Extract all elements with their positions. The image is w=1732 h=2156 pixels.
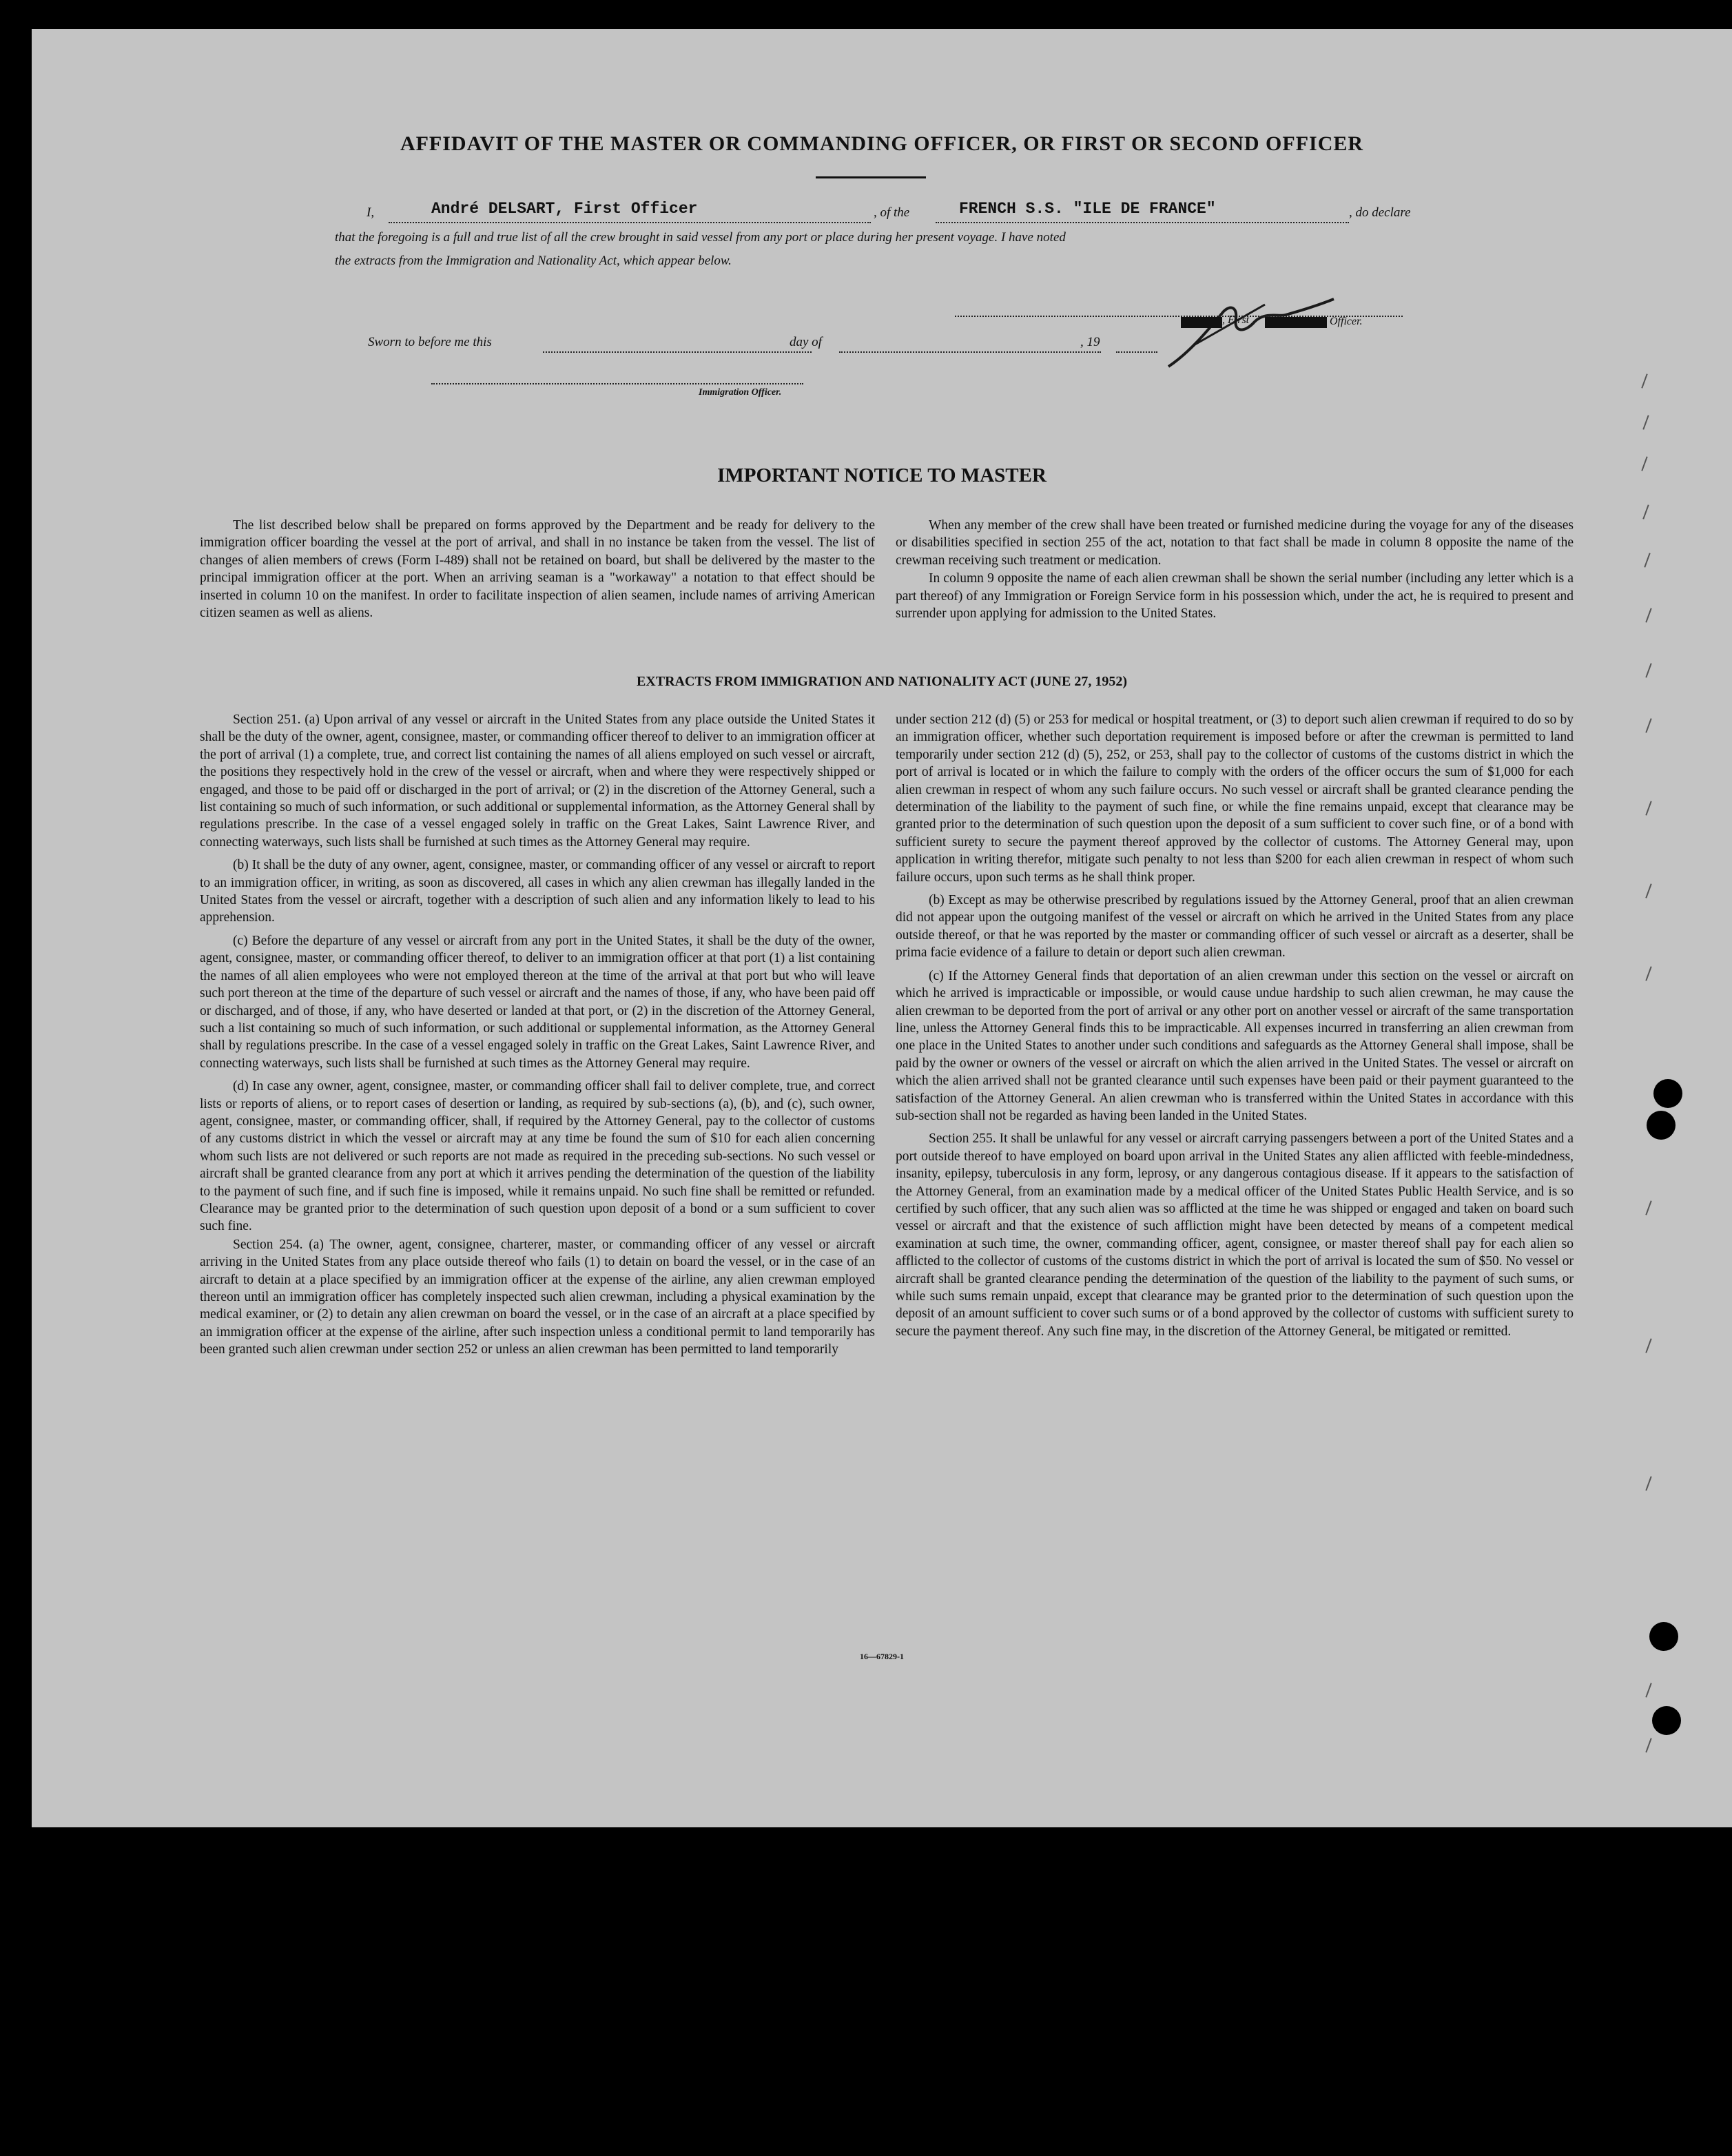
extracts-left-column <box>200 711 875 1359</box>
section-251-d: (d) In case any owner, agent, consignee, master, or commanding officer shall fail to deliver complete, true, and correct lists or reports of aliens, or to report cases of desertion or landing, as required by sub-sections (a), (b), and (c), such owner, agent, consignee, master, or commanding officer, shall, if required by the Attorney General, pay to the collector of customs of any customs district in which the vessel or aircraft may at any time be found the sum of $10 for each alien concerning whom such lists are not delivered or such reports are not made as required in the preceding sub-sections. No such vessel or aircraft shall be granted clearance from any port at which it arrives pending the determination of the question of the liability to the payment of such fine, and if such fine is imposed, while it remains unpaid. No such fine shall be remitted or refunded. Clearance may be granted prior to the determination of such question upon deposit of a bond or a sum sufficient to cover such fine. <box>200 1079 875 1234</box>
officer-name-field: André DELSART, First Officer <box>431 200 698 218</box>
section-254-c: (c) If the Attorney General finds that deportation of an alien crewman under this section on the vessel or aircraft on which he arrived is impracticable or impossible, or would cause undue hardship to such alien crewman, he may cause the alien crewman to be deported from the port of arrival or any other port on another vessel or aircraft of the same transportation line, unless the Attorney General finds this to be impracticable. All expenses incurred in transferring an alien crewman from one place in the United States to another under such conditions and safeguards as the Attorney General shall impose, shall be paid by the owner or owners of the vessel or aircraft on which the alien arrived in the United States. The vessel or aircraft on which the alien arrived shall not be granted clearance until such expenses have been paid or their payment guaranteed to the satisfaction of the Attorney General. An alien crewman who is transferred within the United States in accordance with this sub-section shall not be regarded as having been landed in the United States. <box>896 968 1574 1123</box>
bleed-through-mark <box>1645 718 1651 732</box>
bleed-through-mark <box>1645 1338 1651 1353</box>
title-divider <box>816 176 926 178</box>
binder-hole <box>1653 1079 1682 1108</box>
section-254-a: Section 254. (a) The owner, agent, consignee, charterer, master, or commanding officer of any vessel or aircraft arriving in the United States from any place outside thereof who fails (1) to detain on board the vessel, or in the case of an aircraft to detain at a place specified by an immigration officer at the expense of the airline, any alien crewman employed thereon until an immigration officer has completely inspected such alien crewman, including a physical examination by the medical examiner, or (2) to detain any alien crewman on board the vessel, or in the case of an aircraft at a place specified by an immigration officer at the expense of the airline, after such inspection unless a conditional permit to land temporarily has been granted such alien crewman under section 252 or unless an alien crewman has been permitted to land temporarily <box>200 1237 875 1357</box>
extracts-title: EXTRACTS FROM IMMIGRATION AND NATIONALITY ACT (JUNE 27, 1952) <box>636 674 1128 689</box>
name-dotted-line <box>389 220 871 223</box>
of-label: , of the <box>874 205 910 220</box>
vessel-dotted-line <box>936 220 1349 223</box>
section-251-a: Section 251. (a) Upon arrival of any vessel or aircraft in the United States from any place outside the United States it shall be the duty of the owner, agent, consignee, master, or commanding officer thereof to deliver to an immigration officer at the port of arrival (1) a complete, true, and correct list containing the names of all aliens employed on such vessel or aircraft, the positions they respectively hold in the crew of the vessel or aircraft, when and where they were respectively shipped or engaged, and those to be paid off or discharged in the port of arrival; or (2) in the discretion of the Attorney General, such a list containing so much of such information, or such additional or supplemental information, as the Attorney General shall by regulations prescribe. In the case of a vessel engaged solely in traffic on the Great Lakes, Saint Lawrence River, and connecting waterways, such lists shall be furnished at such times as the Attorney General may require. <box>200 712 875 850</box>
officer-suffix-label: Officer. <box>1330 316 1363 327</box>
section-251-b: (b) It shall be the duty of any owner, agent, consignee, master, or commanding officer of any vessel or aircraft to report to an immigration officer, in writing, as soon as discovered, all cases in which any alien crewman has illegally landed in the United States from the vessel or aircraft, together with a description of such alien and any information likely to lead to his apprehension. <box>200 858 875 925</box>
vessel-name-field: FRENCH S.S. "ILE DE FRANCE" <box>959 200 1216 218</box>
notice-right-paragraph-1: When any member of the crew shall have been treated or furnished medicine during the voyage for any of the diseases or disabilities specified in section 255 of the act, notation to that fact shall be made in column 8 opposite the name of the crewman receiving such treatment or medication. <box>896 518 1574 568</box>
bleed-through-mark <box>1645 801 1651 815</box>
immigration-officer-dotted-line <box>431 382 803 384</box>
affidavit-title: AFFIDAVIT OF THE MASTER OR COMMANDING OFFICER, OR FIRST OR SECOND OFFICER <box>400 132 1364 155</box>
section-254-b: (b) Except as may be otherwise prescribed by regulations issued by the Attorney General, proof that an alien crewman did not appear upon the outgoing manifest of the vessel or aircraft on which he arrived in the United States from any place outside thereof, or that he was reported by the master or commanding officer of such vessel or aircraft as a deserter, shall be prima facie evidence of a failure to detain or deport such alien crewman. <box>896 893 1574 961</box>
declaration-prefix: I, <box>367 205 375 220</box>
document-sheet <box>32 29 1732 1827</box>
immigration-officer-label: Immigration Officer. <box>699 387 782 398</box>
bleed-through-mark <box>1645 1200 1651 1215</box>
declaration-line-3: the extracts from the Immigration and Nationality Act, which appear below. <box>335 254 732 268</box>
bleed-through-mark <box>1645 1476 1651 1490</box>
bleed-through-mark <box>1642 504 1649 519</box>
sworn-day-dotted-line <box>543 350 812 353</box>
section-251-c: (c) Before the departure of any vessel or aircraft from any port in the United States, it shall be the duty of the owner, agent, consignee, master, or commanding officer thereof, to deliver to an immigration officer at that port (1) a list containing the names of all alien employees who were not employed thereon at the time of the arrival at that port but who will leave such port thereon at the time of the departure of such vessel or aircraft and the names of those, if any, who have been paid off or discharged, and of those, if any, who have deserted or landed at that port, or (2) in the discretion of the Attorney General, such a list containing so much of such information, or such additional or supplemental information, as the Attorney General shall by regulations prescribe. In the case of a vessel engaged solely in traffic on the Great Lakes, Saint Lawrence River, and connecting waterways, such lists shall be furnished at such times as the Attorney General may require. <box>200 933 875 1071</box>
bleed-through-mark <box>1644 553 1650 567</box>
notice-title: IMPORTANT NOTICE TO MASTER <box>717 464 1047 486</box>
extracts-right-column <box>896 711 1574 1341</box>
notice-right-paragraph-2: In column 9 opposite the name of each alien crewman shall be shown the serial number (including any letter which is a part thereof) of any Immigration or Foreign Service form in his possession which, under the act, he is required to present and surrender upon applying for admission to the United States. <box>896 571 1574 622</box>
bleed-through-mark <box>1645 1683 1651 1697</box>
sworn-label: Sworn to before me this <box>368 335 492 349</box>
bleed-through-mark <box>1645 1738 1651 1752</box>
day-of-label: day of <box>790 335 822 349</box>
struck-text-mark <box>1181 317 1222 328</box>
bleed-through-mark <box>1645 883 1651 898</box>
struck-text-mark <box>1265 317 1327 328</box>
bleed-through-mark <box>1645 966 1651 981</box>
binder-hole <box>1652 1706 1681 1735</box>
notice-right-column <box>896 517 1574 623</box>
officer-signature <box>1141 284 1348 380</box>
declaration-line-2: that the foregoing is a full and true list of all the crew brought in said vessel from any port or place during her present voyage. I have noted <box>335 230 1066 245</box>
bleed-through-mark <box>1645 608 1651 622</box>
bleed-through-mark <box>1642 415 1649 429</box>
year-prefix-label: , 19 <box>1080 335 1100 349</box>
notice-left-paragraph: The list described below shall be prepared on forms approved by the Department and be ready for delivery to the immigration officer boarding the vessel at the port of arrival, and shall in no instance be taken from the vessel. The list of changes of alien members of crews (Form I-489) shall not be retained on board, but shall be delivered by the master to the principal immigration officer at the port. When an arriving seaman is a "workaway" a notation to that effect should be inserted in column 10 on the manifest. In order to facilitate inspection of alien seamen, include names of arriving American citizen seamen as well as aliens. <box>200 518 875 621</box>
notice-left-column <box>200 517 875 622</box>
form-number: 16—67829-1 <box>860 1652 904 1661</box>
declare-label: , do declare <box>1349 205 1411 220</box>
sworn-month-dotted-line <box>839 350 1101 353</box>
section-254-a-continued: under section 212 (d) (5) or 253 for medical or hospital treatment, or (3) to deport such alien crewman if required to do so by an immigration officer, whether such deportation requirement is imposed before or after the crewman is permitted to land temporarily under section 212 (d) (5), 252, or 253, shall pay to the collector of customs of the customs district in which the port of arrival is located or in which the failure to comply with the orders of the officer occurs the sum of $1,000 for each alien crewman in respect of whom any such failure occurs. No such vessel or aircraft shall be granted clearance pending the determination of the liability to the payment of such fine, or while the fine remains unpaid, except that clearance may be granted prior to the determination of such question upon the deposit of a sum sufficient to cover such fine, or of a bond with sufficient surety to secure the payment thereof approved by the collector of customs. The Attorney General may, upon application in writing therefor, mitigate such penalty to not less than $200 for each alien crewman in respect of whom such failure occurs, upon such terms as he shall think proper. <box>896 712 1574 885</box>
bleed-through-mark <box>1641 373 1647 388</box>
officer-rank-label: , First <box>1222 314 1250 326</box>
section-255: Section 255. It shall be unlawful for any vessel or aircraft carrying passengers between a port of the United States and a port outside thereof to have employed on board upon arrival in the United States any alien afflicted with feeble-mindedness, insanity, epilepsy, tuberculosis in any form, leprosy, or any dangerous contagious disease. If it appears to the satisfaction of the Attorney General, from an examination made by a medical officer of the United States Public Health Service, and is so certified by such officer, that any such alien was so afflicted at the time he was shipped or engaged and taken on board such vessel or aircraft and that the existence of such affliction might have been detected by means of a competent medical examination at such time, the owner, commanding officer, agent, consignee, or master thereof shall pay for each alien so afflicted to the collector of customs of the customs district in which the port of arrival is located the sum of $50. No vessel or aircraft shall be granted clearance pending the determination of the question of the liability to the payment of such sums, or while such sums remain unpaid, except that clearance may be granted prior to the determination of such question upon the deposit of an amount sufficient to cover such sums or of a bond approved by the collector of customs with sufficient surety to secure the payment thereof. Any such fine may, in the discretion of the Attorney General, be mitigated or remitted. <box>896 1131 1574 1339</box>
binder-hole <box>1649 1622 1678 1651</box>
sworn-year-dotted-line <box>1116 350 1157 353</box>
binder-hole <box>1647 1111 1676 1140</box>
